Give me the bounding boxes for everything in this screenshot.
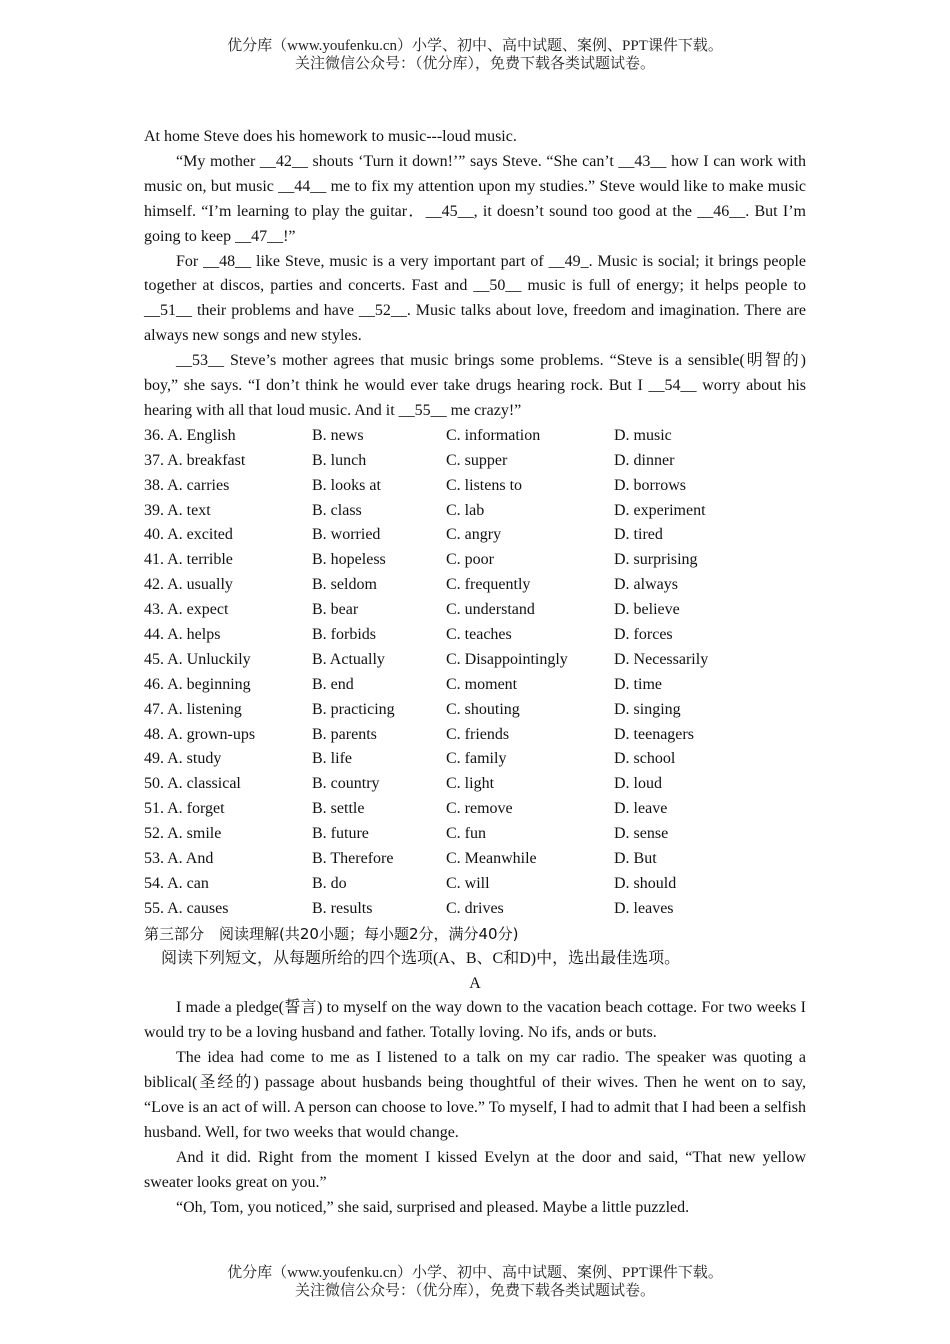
option-a: 41. A. terrible xyxy=(144,551,233,569)
option-row xyxy=(144,897,806,922)
option-b: B. future xyxy=(312,825,369,843)
header-line-1: 优分库（www.youfenku.cn）小学、初中、高中试题、案例、PPT课件下载。 xyxy=(227,38,723,54)
option-row xyxy=(144,548,806,573)
option-a: 43. A. expect xyxy=(144,601,229,619)
option-row xyxy=(144,772,806,797)
option-a: 37. A. breakfast xyxy=(144,451,246,469)
option-a: 42. A. usually xyxy=(144,576,233,594)
option-row xyxy=(144,499,806,524)
option-d: D. surprising xyxy=(614,551,698,569)
option-c: C. family xyxy=(446,750,507,768)
option-d: D. time xyxy=(614,675,662,693)
option-row xyxy=(144,573,806,598)
option-a: 40. A. excited xyxy=(144,526,233,544)
option-b: B. parents xyxy=(312,725,377,743)
option-c: C. poor xyxy=(446,551,494,569)
option-a: 50. A. classical xyxy=(144,775,241,793)
option-d: D. believe xyxy=(614,601,680,619)
page-footer xyxy=(0,1264,950,1300)
option-b: B. seldom xyxy=(312,576,377,594)
option-d: D. borrows xyxy=(614,476,686,494)
footer-line-2: 关注微信公众号：（优分库），免费下载各类试题试卷。 xyxy=(294,1283,655,1299)
section-instruction: 阅读下列短文，从每题所给的四个选项(A、B、C和D)中，选出最佳选项。 xyxy=(161,949,681,967)
option-a: 47. A. listening xyxy=(144,700,242,718)
option-row xyxy=(144,623,806,648)
option-a: 38. A. carries xyxy=(144,476,230,494)
option-c: C. understand xyxy=(446,601,535,619)
option-row xyxy=(144,523,806,548)
document-body xyxy=(144,125,806,1221)
option-a: 49. A. study xyxy=(144,750,222,768)
option-c: C. friends xyxy=(446,725,510,743)
option-row xyxy=(144,648,806,673)
reading-paragraph: “Oh, Tom, you noticed,” she said, surprised and pleased. Maybe a little puzzled. xyxy=(176,1198,690,1216)
option-c: C. supper xyxy=(446,451,508,469)
option-d: D. But xyxy=(614,850,657,868)
option-a: 44. A. helps xyxy=(144,626,221,643)
option-a: 51. A. forget xyxy=(144,800,225,818)
page-header xyxy=(0,37,950,73)
option-a: 55. A. causes xyxy=(144,899,229,917)
option-a: 53. A. And xyxy=(144,850,214,868)
option-d: D. always xyxy=(614,576,678,594)
reading-paragraph: I made a pledge(誓言) to myself on the way down to the vacation beach cottage. For two weeks I would try to be a loving husband and father. Totally loving. No ifs, ands or buts. xyxy=(144,999,806,1042)
option-b: B. lunch xyxy=(312,451,367,469)
option-d: D. school xyxy=(614,750,676,768)
option-c: C. teaches xyxy=(446,626,512,643)
passage-paragraph: At home Steve does his homework to music---loud music. xyxy=(144,128,517,145)
reading-paragraph: The idea had come to me as I listened to a talk on my car radio. The speaker was quoting a biblical(圣经的) passage about husbands being thoughtful of their wives. Then he went on to say, “Love is an act of will. A person can choose to love.” To myself, I had to admit that I had been a selfish husband. Well, for two weeks that would change. xyxy=(144,1049,806,1141)
option-c: C. listens to xyxy=(446,476,523,494)
passage-paragraph: For __48__ like Steve, music is a very important part of __49_. Music is social; it brings people together at discos, parties and concerts. Fast and __50__ music is full of energy; it helps people to __51__ their problems and have __52__. Music talks about love, freedom and imagination. There are always new songs and new styles. xyxy=(144,252,806,345)
option-c: C. will xyxy=(446,874,490,892)
option-b: B. news xyxy=(312,426,364,444)
option-d: D. music xyxy=(614,426,672,444)
option-row xyxy=(144,822,806,847)
option-row xyxy=(144,598,806,623)
option-a: 39. A. text xyxy=(144,501,211,519)
option-d: D. dinner xyxy=(614,451,675,469)
option-c: C. fun xyxy=(446,825,486,843)
option-a: 36. A. English xyxy=(144,426,236,444)
option-d: D. teenagers xyxy=(614,725,694,743)
option-b: B. practicing xyxy=(312,700,395,718)
option-c: C. light xyxy=(446,775,495,793)
option-b: B. forbids xyxy=(312,626,376,643)
option-d: D. singing xyxy=(614,700,681,718)
option-row xyxy=(144,723,806,748)
option-c: C. information xyxy=(446,426,541,444)
passage-paragraph: __53__ Steve’s mother agrees that music brings some problems. “Steve is a sensible(明智的) boy,” she says. “I don’t think he would ever take drugs hearing rock. But I __54__ worry about his hearing with all that loud music. And it __55__ me crazy!” xyxy=(144,352,806,419)
option-a: 48. A. grown-ups xyxy=(144,725,256,743)
option-d: D. loud xyxy=(614,775,662,793)
option-row xyxy=(144,797,806,822)
option-a: 46. A. beginning xyxy=(144,675,251,693)
option-c: C. moment xyxy=(446,675,518,693)
option-a: 52. A. smile xyxy=(144,825,222,843)
option-b: B. worried xyxy=(312,526,381,544)
option-b: B. bear xyxy=(312,601,359,619)
option-d: D. tired xyxy=(614,526,663,544)
option-d: D. forces xyxy=(614,626,673,643)
option-b: B. Therefore xyxy=(312,850,394,868)
option-c: C. shouting xyxy=(446,700,520,718)
option-c: C. remove xyxy=(446,800,513,818)
option-d: D. leaves xyxy=(614,899,674,917)
option-row xyxy=(144,698,806,723)
option-d: D. experiment xyxy=(614,501,706,519)
option-c: C. Meanwhile xyxy=(446,850,537,868)
passage-paragraph: “My mother __42__ shouts ‘Turn it down!’” says Steve. “She can’t __43__ how I can work with music on, but music __44__ me to fix my attention upon my studies.” Steve would like to make music himself. “I’m learning to play the guitar．__45__, it doesn’t sound too good at the __46__. But I’m going to keep __47__!” xyxy=(144,152,806,245)
option-b: B. Actually xyxy=(312,650,385,668)
option-d: D. should xyxy=(614,874,677,892)
passage-label: A xyxy=(469,974,481,992)
option-b: B. settle xyxy=(312,800,365,818)
footer-line-1: 优分库（www.youfenku.cn）小学、初中、高中试题、案例、PPT课件下载。 xyxy=(227,1265,723,1281)
reading-paragraph: And it did. Right from the moment I kissed Evelyn at the door and said, “That new yellow sweater looks great on you.” xyxy=(144,1148,806,1191)
option-b: B. results xyxy=(312,899,373,917)
option-b: B. life xyxy=(312,750,352,768)
option-row xyxy=(144,474,806,499)
option-c: C. drives xyxy=(446,899,504,917)
option-a: 54. A. can xyxy=(144,874,209,892)
option-b: B. do xyxy=(312,874,347,892)
option-b: B. class xyxy=(312,501,362,519)
option-row xyxy=(144,673,806,698)
option-c: C. angry xyxy=(446,526,502,544)
option-d: D. sense xyxy=(614,825,669,843)
option-row xyxy=(144,847,806,872)
option-c: C. frequently xyxy=(446,576,531,594)
option-a: 45. A. Unluckily xyxy=(144,650,251,668)
option-b: B. country xyxy=(312,775,380,793)
options-list xyxy=(144,424,806,922)
option-b: B. looks at xyxy=(312,476,381,494)
option-row xyxy=(144,424,806,449)
option-d: D. Necessarily xyxy=(614,650,709,668)
option-row xyxy=(144,747,806,772)
option-row xyxy=(144,449,806,474)
option-row xyxy=(144,872,806,897)
option-b: B. end xyxy=(312,675,354,693)
option-c: C. Disappointingly xyxy=(446,650,568,668)
option-c: C. lab xyxy=(446,501,485,519)
option-d: D. leave xyxy=(614,800,668,818)
header-line-2: 关注微信公众号：（优分库），免费下载各类试题试卷。 xyxy=(294,56,655,72)
option-b: B. hopeless xyxy=(312,551,386,569)
section-title: 第三部分 阅读理解(共20小题；每小题2分，满分40分) xyxy=(144,924,519,943)
